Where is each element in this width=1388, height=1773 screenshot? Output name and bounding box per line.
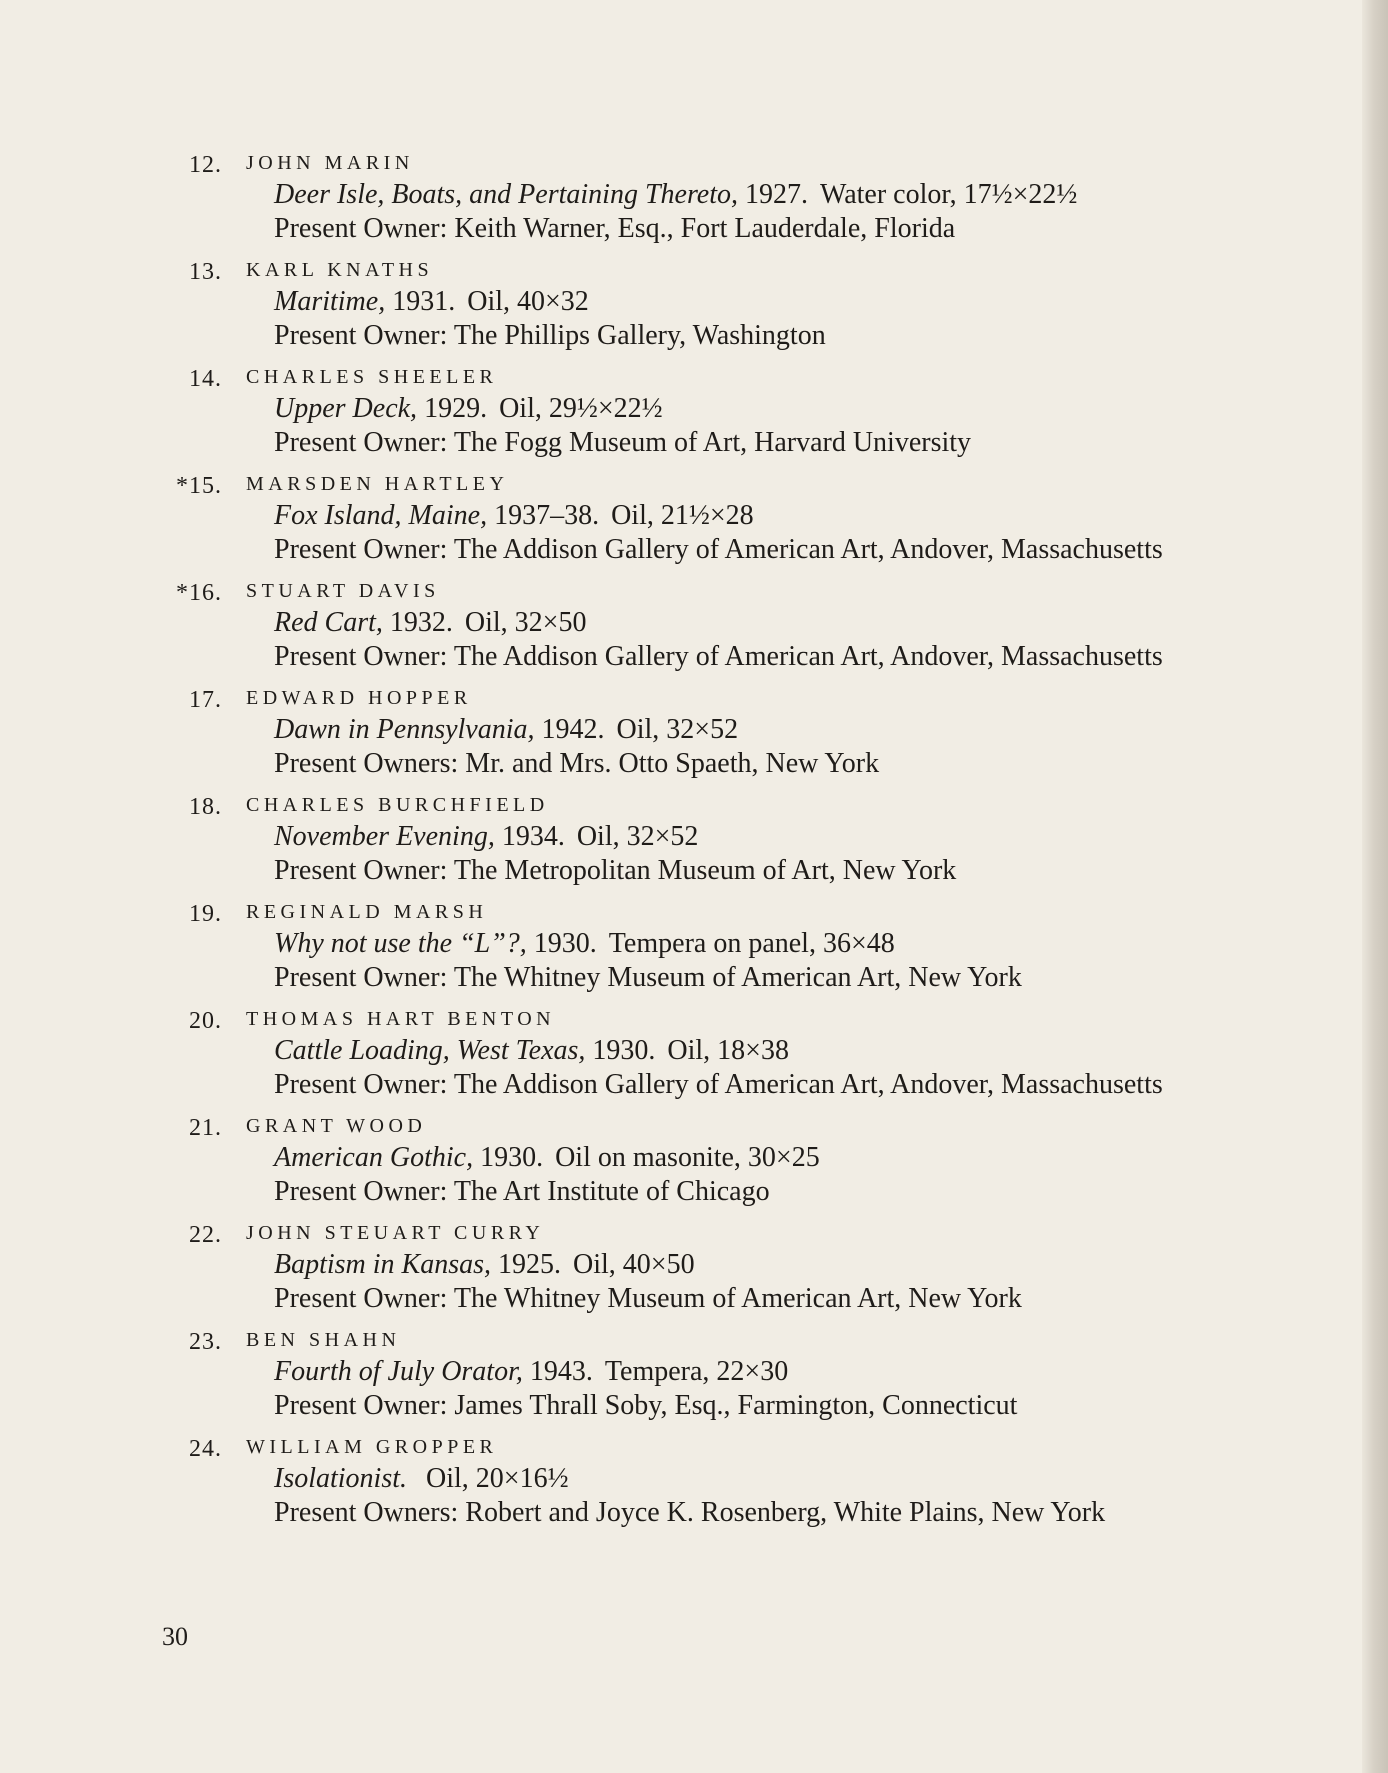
work-details: Oil, 32×52 (576, 821, 699, 852)
entry-number: 21. (189, 1115, 222, 1141)
work-title: Baptism in Kansas, (274, 1249, 492, 1280)
work-line (274, 178, 1240, 212)
book-gutter (1362, 0, 1388, 1773)
work-year: 1934. (501, 821, 565, 852)
work-line (274, 1034, 1240, 1068)
work-details: Oil, 18×38 (667, 1035, 789, 1066)
catalog-entry-17 (160, 683, 1240, 780)
owner-line: Present Owner: The Fogg Museum of Art, Harvard University (274, 427, 972, 458)
owner-line: Present Owner: The Addison Gallery of American Art, Andover, Massachusetts (274, 641, 1163, 672)
work-line (274, 606, 1240, 640)
entry-number: 14. (189, 366, 222, 392)
page-number: 30 (162, 1622, 188, 1651)
work-year: 1931. (392, 286, 456, 317)
owner-line: Present Owner: The Addison Gallery of American Art, Andover, Massachusetts (274, 1069, 1163, 1100)
owner-line: Present Owner: Keith Warner, Esq., Fort Lauderdale, Florida (274, 213, 956, 244)
work-details: Oil, 21½×28 (611, 500, 754, 531)
work-details: Oil, 40×50 (573, 1249, 695, 1280)
entry-number: 18. (189, 794, 222, 820)
artist-name: MARSDEN HARTLEY (246, 473, 509, 495)
work-line (274, 927, 1240, 961)
entry-number: *16. (176, 580, 222, 606)
artist-name: JOHN STEUART CURRY (246, 1222, 545, 1244)
catalog-entry-16 (160, 576, 1240, 673)
work-title: Maritime, (274, 286, 386, 317)
work-title: American Gothic, (274, 1142, 474, 1173)
work-details: Tempera, 22×30 (604, 1356, 789, 1387)
artist-name: THOMAS HART BENTON (246, 1008, 556, 1030)
artist-name: KARL KNATHS (246, 259, 434, 281)
catalog-entry-13 (160, 255, 1240, 352)
work-title: Deer Isle, Boats, and Pertaining Thereto, (274, 179, 739, 210)
catalog-entry-14 (160, 362, 1240, 459)
catalog-entry-18 (160, 790, 1240, 887)
work-line (274, 1141, 1240, 1175)
work-title: Red Cart, (274, 607, 383, 638)
artist-name: EDWARD HOPPER (246, 687, 472, 709)
work-line (274, 713, 1240, 747)
catalog-entry-20 (160, 1004, 1240, 1101)
entry-number: 24. (189, 1436, 222, 1462)
owner-line: Present Owner: James Thrall Soby, Esq., Farmington, Connecticut (274, 1390, 1018, 1421)
work-details: Tempera on panel, 36×48 (608, 928, 895, 959)
entry-number: 17. (189, 687, 222, 713)
catalog-entry-12 (160, 148, 1240, 245)
work-year: 1929. (424, 393, 488, 424)
owner-line: Present Owners: Robert and Joyce K. Rosenberg, White Plains, New York (274, 1497, 1106, 1528)
work-title: Upper Deck, (274, 393, 418, 424)
work-year: 1943. (529, 1356, 593, 1387)
artist-name: WILLIAM GROPPER (246, 1436, 498, 1458)
work-line (274, 820, 1240, 854)
work-details: Oil, 32×50 (464, 607, 587, 638)
catalog-entry-24 (160, 1432, 1240, 1529)
catalog-entry-19 (160, 897, 1240, 994)
artist-name: JOHN MARIN (246, 152, 414, 174)
work-details: Oil, 40×32 (467, 286, 589, 317)
work-details: Oil, 20×16½ (426, 1463, 569, 1494)
work-title: November Evening, (274, 821, 495, 852)
entry-number: 19. (189, 901, 222, 927)
entry-number: 22. (189, 1222, 222, 1248)
entry-number: 13. (189, 259, 222, 285)
artist-name: REGINALD MARSH (246, 901, 488, 923)
work-details: Oil on masonite, 30×25 (555, 1142, 820, 1173)
catalog-entries (160, 148, 1240, 1539)
catalog-entry-15 (160, 469, 1240, 566)
work-title: Dawn in Pennsylvania, (274, 714, 535, 745)
work-year: 1930. (533, 928, 597, 959)
work-year: 1930. (480, 1142, 544, 1173)
work-line (274, 392, 1240, 426)
owner-line: Present Owner: The Metropolitan Museum of Art, New York (274, 855, 957, 886)
entry-number: *15. (176, 473, 222, 499)
artist-name: GRANT WOOD (246, 1115, 427, 1137)
catalog-entry-22 (160, 1218, 1240, 1315)
work-year: 1942. (541, 714, 605, 745)
owner-line: Present Owner: The Whitney Museum of American Art, New York (274, 962, 1022, 993)
work-year: 1925. (498, 1249, 562, 1280)
artist-name: STUART DAVIS (246, 580, 440, 602)
work-line (274, 285, 1240, 319)
owner-line: Present Owner: The Addison Gallery of American Art, Andover, Massachusetts (274, 534, 1163, 565)
work-title: Isolationist. (274, 1463, 408, 1494)
entry-number: 23. (189, 1329, 222, 1355)
artist-name: CHARLES SHEELER (246, 366, 498, 388)
work-year: 1937–38. (494, 500, 600, 531)
owner-line: Present Owners: Mr. and Mrs. Otto Spaeth, New York (274, 748, 880, 779)
entry-number: 20. (189, 1008, 222, 1034)
artist-name: CHARLES BURCHFIELD (246, 794, 549, 816)
work-year: 1927. (745, 179, 809, 210)
work-line (274, 1248, 1240, 1282)
work-title: Why not use the “L”?, (274, 928, 527, 959)
work-line (274, 499, 1240, 533)
catalog-entry-23 (160, 1325, 1240, 1422)
work-year: 1930. (592, 1035, 656, 1066)
owner-line: Present Owner: The Whitney Museum of American Art, New York (274, 1283, 1022, 1314)
work-line (274, 1355, 1240, 1389)
work-title: Cattle Loading, West Texas, (274, 1035, 586, 1066)
entry-number: 12. (189, 152, 222, 178)
work-title: Fox Island, Maine, (274, 500, 488, 531)
work-details: Oil, 29½×22½ (499, 393, 663, 424)
work-title: Fourth of July Orator, (274, 1356, 523, 1387)
owner-line: Present Owner: The Art Institute of Chicago (274, 1176, 770, 1207)
owner-line: Present Owner: The Phillips Gallery, Washington (274, 320, 826, 351)
work-year: 1932. (389, 607, 453, 638)
catalog-entry-21 (160, 1111, 1240, 1208)
artist-name: BEN SHAHN (246, 1329, 401, 1351)
work-details: Water color, 17½×22½ (820, 179, 1078, 210)
work-line (274, 1462, 1240, 1496)
work-details: Oil, 32×52 (616, 714, 739, 745)
